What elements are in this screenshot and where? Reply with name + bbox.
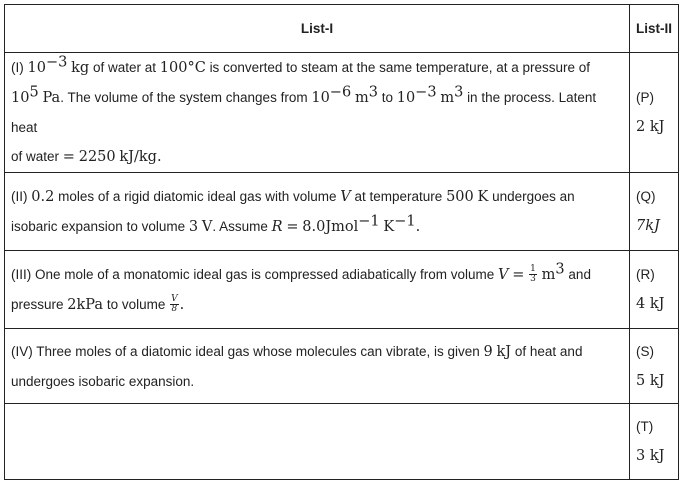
list-1-item-iii: (III) One mole of a monatomic ideal gas is compressed adiabatically from volume V = $\frac{1}{3}$ $m^3$ and pressure 2kPa to volume $\frac{V}{8}$ . [5, 251, 630, 329]
match-the-lists-table [4, 4, 679, 480]
fraction-v-over-8: $\frac{V}{8}$ [171, 294, 178, 315]
list-1-empty-cell [5, 404, 630, 480]
list-2-item-q: (Q) 7kJ [630, 173, 679, 251]
list-1-header: List-I [5, 5, 630, 53]
table-row [5, 404, 679, 480]
list-2-header: List-II [630, 5, 679, 53]
match-the-lists-table-wrapper [4, 4, 678, 466]
table-row [5, 53, 679, 173]
fraction-one-third: $\frac{1}{3}$ [530, 264, 536, 285]
table-row [5, 173, 679, 251]
table-row [5, 329, 679, 404]
list-2-item-p: (P) 2 kJ [630, 53, 679, 173]
list-1-item-iv: (IV) Three moles of a diatomic ideal gas whose molecules can vibrate, is given 9 kJ of heat and undergoes isobaric expansion. [5, 329, 630, 404]
header-row [5, 5, 679, 53]
list-2-item-t: (T) 3 kJ [630, 404, 679, 480]
table-row [5, 251, 679, 329]
list-1-item-i: (I) $10^{-3}$ kg of water at 100°C is converted to steam at the same temperature, at a pressure of $10^5$ Pa. The volume of the system changes from $10^{-6}$ $m^3$ to $10^{-3}$ $m^3$ in the process. Latent heat of water = 2250 kJ/kg. [5, 53, 630, 173]
list-1-item-ii: (II) 0.2 moles of a rigid diatomic ideal gas with volume V at temperature 500 K undergoes an isobaric expansion to volume 3 V. Assume R = 8.0Jmol$^{-1}$ $K^{-1}$. [5, 173, 630, 251]
list-2-item-r: (R) 4 kJ [630, 251, 679, 329]
list-2-item-s: (S) 5 kJ [630, 329, 679, 404]
